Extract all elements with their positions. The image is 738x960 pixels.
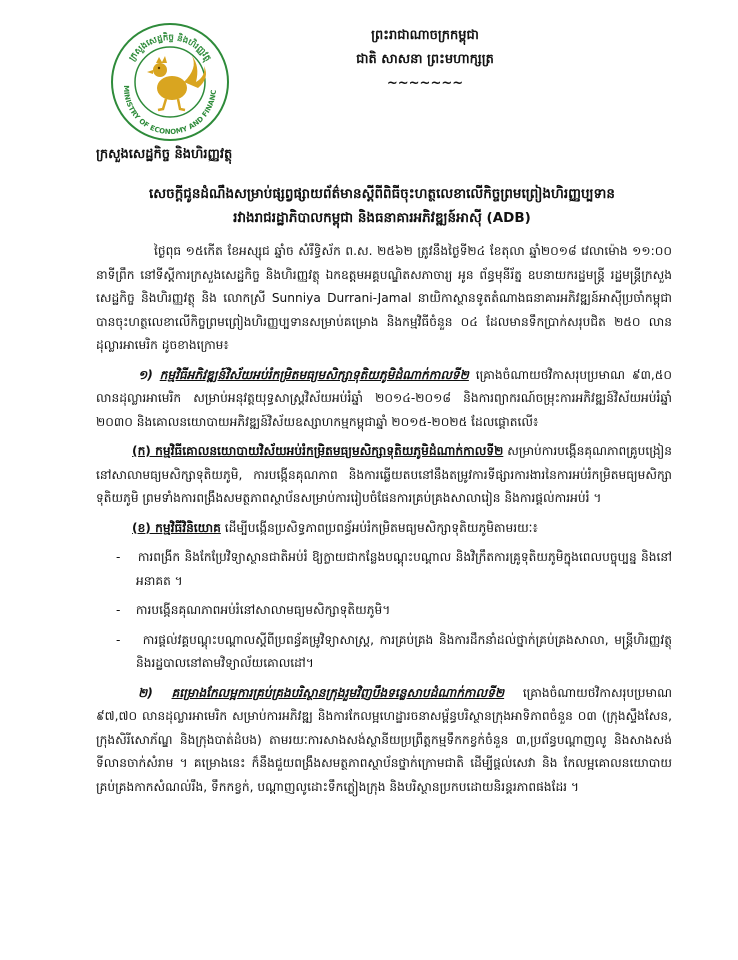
sub-b-label: (ខ) កម្មវិធីវិនិយោគ bbox=[132, 520, 221, 535]
document-body bbox=[96, 240, 672, 805]
title-line-2: រវាងរាជរដ្ឋាភិបាលកម្ពុជា និងធនាគារអភិវឌ្ឍន៍អាស៊ី (ADB) bbox=[233, 210, 531, 226]
section-2-text: គ្រោងចំណាយថវិកាសរុបប្រមាណ ៩៧,៧០ លានដុល្លារអាមេរិក សម្រាប់ការអភិវឌ្ឍ និងការកែលម្អហេដ្ឋារចនាសម្ព័ន្ធបរិស្ថានក្រុងអាទិភាពចំនួន ០៣ (ក្រុងស្ទឹងសែន, ក្រុងសិរីសោភ័ណ្ឌ និងក្រុងបាត់ដំបង) តាមរយៈការសាងសង់ស្ថានីយប្រព្រឹត្តកម្មទឹកកខ្វក់ចំនួន ៣,ប្រព័ន្ធបណ្តាញលូ និងសាងសង់ទីលានចាក់សំរាម ។ គម្រោងនេះ ក៏នឹងជួយពង្រឹងសមត្ថភាពស្ថាប័នថ្នាក់ក្រោមជាតិ ដើម្បីផ្តល់សេវា និង កែលម្អគោលនយោបាយគ្រប់គ្រងកាកសំណល់រឹង, ទឹកកខ្វក់, បណ្តាញលូដោះទឹកភ្លៀងក្រុង និងបរិស្ថានប្រកបដោយនិរន្តរភាពផងដែរ ។ bbox=[96, 685, 673, 794]
motto-line: ជាតិ សាសនា ព្រះមហាក្សត្រ bbox=[356, 52, 494, 67]
document-title bbox=[96, 182, 668, 230]
list-item: - ការបង្កើនគុណភាពអប់រំនៅសាលាមធ្យមសិក្សាទុតិយភូមិ។ bbox=[116, 603, 391, 617]
section-2 bbox=[96, 682, 672, 800]
ministry-logo bbox=[108, 20, 232, 144]
section-1-heading: កម្មវិធីអភិវឌ្ឍន៍វិស័យអប់រំកម្រិតមធ្យមសិក្សាទុតិយភូមិដំណាក់កាលទី២ bbox=[159, 367, 469, 382]
svg-text:ក្រសួងសេដ្ឋកិច្ច និងហិរញ្ញវត្ថ: ក្រសួងសេដ្ឋកិច្ច និងហិរញ្ញវត្ថុ bbox=[127, 32, 213, 64]
section-1-number: ១) bbox=[138, 367, 153, 382]
list-item: - ការផ្តល់វគ្គបណ្តុះបណ្តាលស្តីពីប្រពន្ធ័គម្រូវិទ្យាសាស្ត្រ, ការគ្រប់គ្រង និងការដឹកនាំដល់ថ្នាក់គ្រប់គ្រងសាលា, មន្ត្រីហិរញ្ញវត្ថុ និងរដ្ឋបាលនៅតាមវិទ្យាល័យគោលដៅ។ bbox=[116, 632, 672, 670]
sub-a-text: សម្រាប់ការបង្កើនគុណភាពគ្រូបង្រៀននៅសាលាមធ្យមសិក្សាទុតិយភូមិ, ការបង្កើនគុណភាព និងការឆ្លើយតបនៅនឹងតម្រូវការទីផ្សារការងារនៃការអប់រំកម្រិតមធ្យមសិក្សាទុតិយភូមិ ព្រមទាំងការពង្រឹងសមត្ថភាពស្ថាប័នសម្រាប់ការរៀបចំផែនការគ្រប់គ្រងសាលារៀន និងការផ្តល់ការអប់រំ ។ bbox=[96, 444, 672, 505]
section-1-sub-b bbox=[96, 517, 672, 541]
section-1-text: គ្រោងចំណាយថវិកាសរុបប្រមាណ ៩៣,៥០ លានដុល្លារអាមេរិក សម្រាប់អនុវត្តយុទ្ធសាស្ត្រវិស័យអប់រំឆ្នាំ ២០១៤-២០១៨ និងការព្យាករណ៍ចម្រុះការអភិវឌ្ឍន៍វិស័យអប់រំឆ្នាំ ២០៣០ និងគោលនយោបាយអភិវឌ្ឍន៍វិស័យឧស្សាហកម្មកម្ពុជាឆ្នាំ ២០១៥-២០២៥ ដែលផ្តោតលើ៖ bbox=[96, 367, 672, 429]
title-line-1: សេចក្តីជូនដំណឹងសម្រាប់ផ្សព្វផ្សាយព័ត៌មានស្តីពីពិធីចុះហត្ថលេខាលើកិច្ចព្រមព្រៀងហិរញ្ញប្បទាន bbox=[149, 186, 615, 202]
section-2-number: ២) bbox=[138, 685, 153, 700]
section-1 bbox=[96, 364, 672, 435]
sub-a-label: (ក) កម្មវិធីគោលនយោបាយវិស័យអប់រំកម្រិតមធ្យមសិក្សាទុតិយភូមិដំណាក់កាលទី២ bbox=[132, 444, 504, 458]
svg-text:MINISTRY OF ECONOMY AND FINANC: MINISTRY OF ECONOMY AND FINANC bbox=[121, 85, 219, 137]
kingdom-line: ព្រះរាជាណាចក្រកម្ពុជា bbox=[371, 28, 479, 43]
ornament-divider: ~~~~~~~ bbox=[386, 76, 464, 91]
section-1-sub-a bbox=[96, 440, 672, 511]
intro-paragraph: ថ្ងៃពុធ ១៥កើត ខែអស្សុជ ឆ្នាំច សំរឹទ្ធិស័ក ព.ស. ២៥៦២ ត្រូវនឹងថ្ងៃទី២៤ ខែតុលា ឆ្នាំ២០១៨ វេលាម៉ោង ១១:០០ នាទីព្រឹក នៅទីស្តីការក្រសួងសេដ្ឋកិច្ច និងហិរញ្ញវត្ថុ ឯកឧត្តមអគ្គបណ្ឌិតសភាចារ្យ អូន ព័ន្ធមុនីរ័ត្ន ឧបនាយករដ្ឋមន្ត្រី រដ្ឋមន្ត្រីក្រសួងសេដ្ឋកិច្ច និងហិរញ្ញវត្ថុ និង លោកស្រី Sunniya Durrani-Jamal នាយិកាស្ថានទូតតំណាងធនាគារអភិវឌ្ឍន៍អាស៊ីប្រចាំកម្ពុជា បានចុះហត្ថលេខាលើកិច្ចព្រមព្រៀងហិរញ្ញប្បទានសម្រាប់គម្រោង និងកម្មវិធីចំនួន ០៤ ដែលមានទឹកប្រាក់សរុបជិត ២៥០ លានដុល្លារអាមេរិក ដូចខាងក្រោម៖ bbox=[96, 244, 672, 352]
list-item: - ការពង្រីក និងកែប្រែវិទ្យាស្ថានជាតិអប់រំ ឱ្យក្លាយជាកន្លែងបណ្តុះបណ្តាល និងវិក្រឹតការគ្រូទុតិយភូមិក្នុងពេលបច្ចុប្បន្ន និងនៅអនាគត ។ bbox=[116, 550, 672, 588]
sub-b-text: ដើម្បីបង្កើនប្រសិទ្ធភាពប្រពន្ធ័អប់រំកម្រិតមធ្យមសិក្សាទុតិយភូមិតាមរយៈ៖ bbox=[224, 520, 538, 535]
section-2-heading: គម្រោងកែលម្អការគ្រប់គ្រងបរិស្ថានក្រុងរួមវិញបឹងទន្លេសាបដំណាក់កាលទី២ bbox=[171, 685, 505, 700]
ministry-name: ក្រសួងសេដ្ឋកិច្ច និងហិរញ្ញវត្ថុ bbox=[96, 147, 233, 162]
national-motto bbox=[330, 24, 520, 96]
